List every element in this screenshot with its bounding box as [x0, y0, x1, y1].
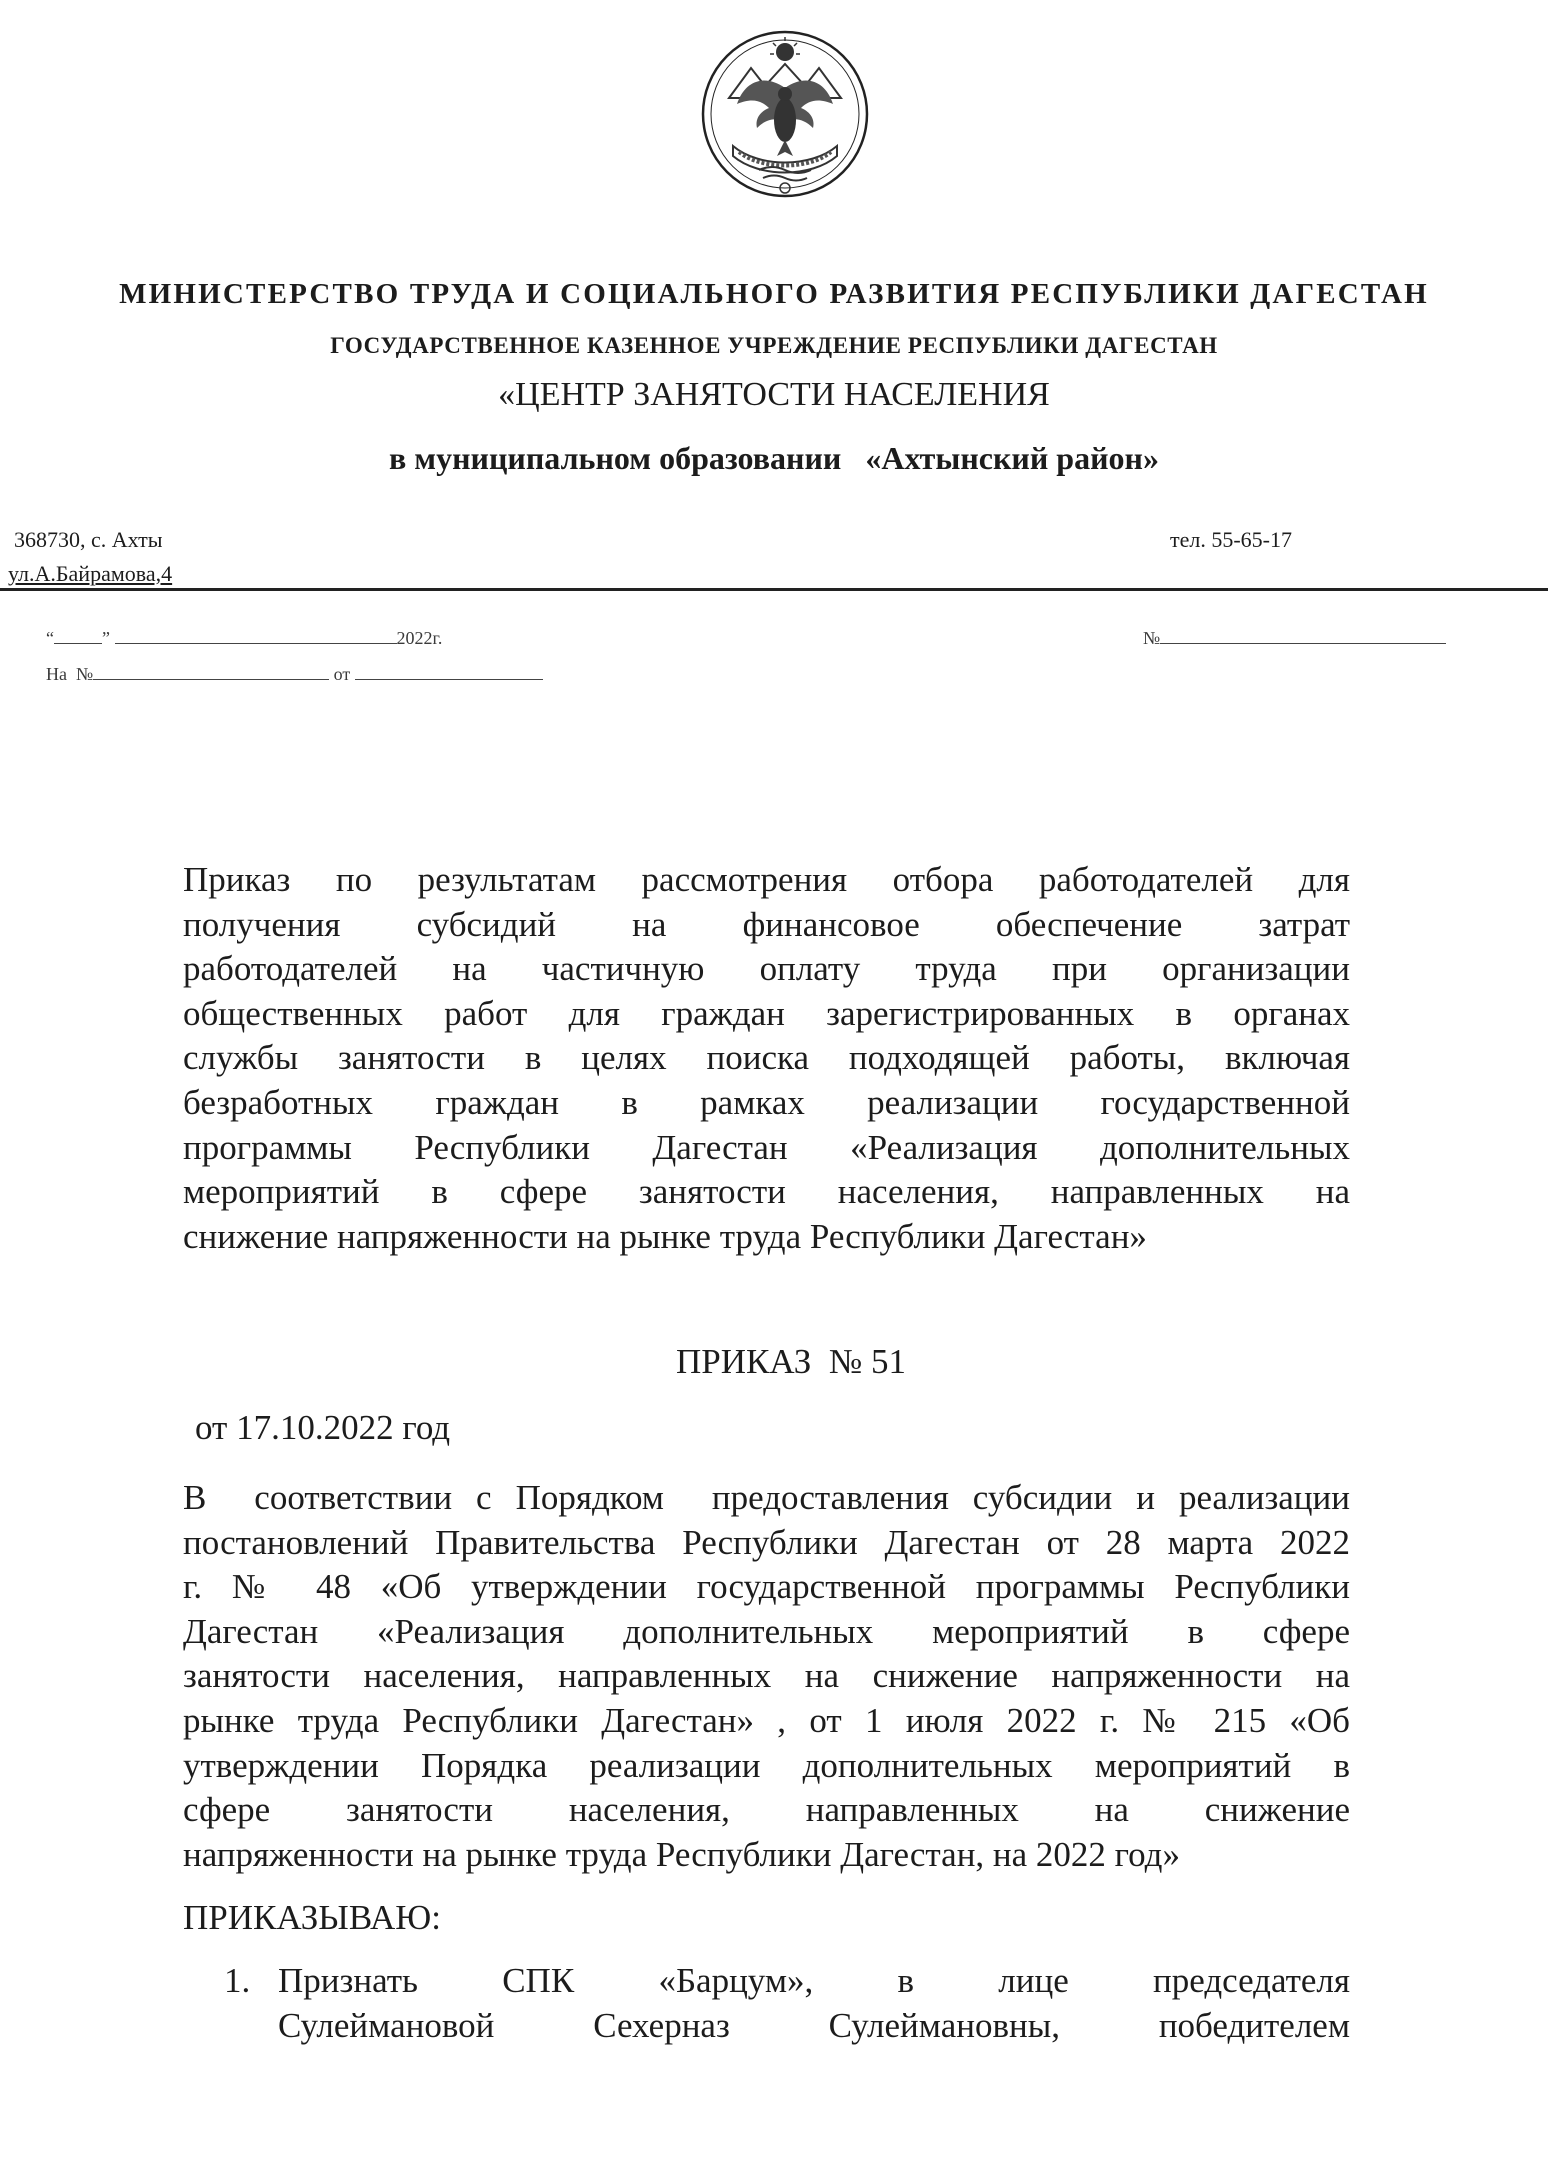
- title-line: работодателей на частичную оплату труда при организации: [183, 949, 1350, 989]
- title-line: безработных граждан в рамках реализации государственной: [183, 1082, 1350, 1122]
- preamble-line: Дагестан «Реализация дополнительных мероприятий в сфере: [183, 1611, 1350, 1651]
- preamble-paragraph: [183, 1476, 1350, 1877]
- reply-from-label: от: [333, 664, 351, 684]
- order-directive-heading: ПРИКАЗЫВАЮ:: [183, 1898, 441, 1937]
- preamble-line: занятости населения, направленных на снижение напряженности на: [183, 1656, 1350, 1696]
- order-item-line: Признать СПК «Барцум», в лице председателя: [278, 1961, 1350, 2000]
- date-month-blank: [115, 627, 397, 644]
- institution-heading: ГОСУДАРСТВЕННОЕ КАЗЕННОЕ УЧРЕЖДЕНИЕ РЕСПУБЛИКИ ДАГЕСТАН: [330, 333, 1218, 358]
- preamble-line: утверждении Порядка реализации дополнительных мероприятий в: [183, 1745, 1350, 1785]
- phone-number: тел. 55-65-17: [1170, 527, 1293, 552]
- title-line: программы Республики Дагестан «Реализация дополнительных: [183, 1127, 1350, 1167]
- title-line: службы занятости в целях поиска подходящей работы, включая: [183, 1038, 1350, 1078]
- order-date: от 17.10.2022 год: [195, 1408, 451, 1447]
- order-item: [224, 1959, 1350, 2048]
- title-line: мероприятий в сфере занятости населения, направленных на: [183, 1172, 1350, 1212]
- order-number: ПРИКАЗ № 51: [676, 1342, 906, 1381]
- ministry-heading: МИНИСТЕРСТВО ТРУДА И СОЦИАЛЬНОГО РАЗВИТИЯ РЕСПУБЛИКИ ДАГЕСТАН: [119, 278, 1429, 310]
- header-divider: [0, 588, 1548, 591]
- title-line: снижение напряженности на рынке труда Республики Дагестан»: [183, 1216, 1147, 1256]
- employment-center-heading: «ЦЕНТР ЗАНЯТОСТИ НАСЕЛЕНИЯ: [498, 376, 1050, 413]
- municipality-heading: в муниципальном образовании «Ахтынский район»: [389, 440, 1159, 476]
- title-line: общественных работ для граждан зарегистрированных в органах: [183, 993, 1350, 1033]
- outgoing-number-field: [1143, 627, 1446, 649]
- number-blank: [1160, 627, 1446, 644]
- postal-address: 368730, с. Ахты: [14, 527, 163, 552]
- dagestan-coat-of-arms-emblem: [699, 28, 871, 200]
- date-year-suffix: 2022г.: [396, 628, 443, 648]
- preamble-line: сфере занятости населения, направленных на снижение: [183, 1790, 1350, 1830]
- date-close-quote: ”: [102, 628, 110, 648]
- title-line: получения субсидий на финансовое обеспечение затрат: [183, 904, 1350, 944]
- number-label: №: [1143, 628, 1161, 648]
- reply-number-blank: [93, 663, 329, 680]
- date-open-quote: “: [46, 628, 54, 648]
- order-title-paragraph: [183, 858, 1350, 1259]
- street-address: ул.А.Байрамова,4: [8, 561, 173, 586]
- reply-reference-field: [46, 663, 543, 685]
- preamble-line: В соответствии с Порядком предоставления субсидии и реализации: [183, 1478, 1350, 1517]
- preamble-line: г. № 48 «Об утверждении государственной программы Республики: [183, 1567, 1350, 1607]
- preamble-line: напряженности на рынке труда Республики Дагестан, на 2022 год»: [183, 1834, 1180, 1874]
- order-item-line: Сулеймановой Сехерназ Сулеймановны, победителем: [278, 2005, 1350, 2045]
- title-line: Приказ по результатам рассмотрения отбора работодателей для: [183, 860, 1350, 899]
- preamble-line: постановлений Правительства Республики Дагестан от 28 марта 2022: [183, 1522, 1350, 1562]
- reply-number-label: На №: [46, 664, 94, 684]
- preamble-line: рынке труда Республики Дагестан» , от 1 июля 2022 г. № 215 «Об: [183, 1700, 1350, 1740]
- date-day-blank: [54, 627, 102, 644]
- reply-date-blank: [355, 663, 543, 680]
- order-item-number: 1.: [224, 1961, 251, 2000]
- date-field: [46, 627, 442, 649]
